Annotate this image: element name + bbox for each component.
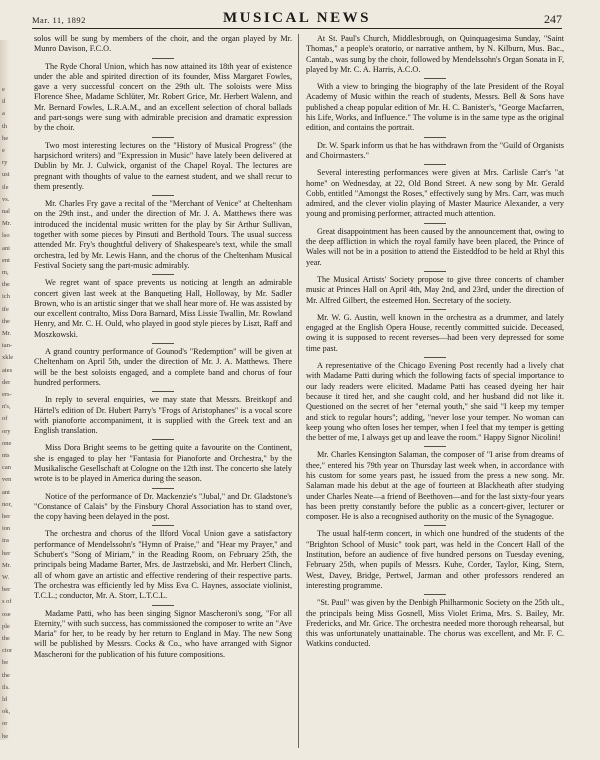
margin-fragment: Mr. [2, 561, 12, 569]
adjacent-page-fragments [0, 0, 24, 760]
news-item: solos will be sung by members of the choir, and the organ played by Mr. Munro Davison, F.C.O. [34, 34, 292, 54]
item-separator-rule [424, 357, 446, 358]
item-separator-rule [152, 439, 174, 440]
margin-fragment: her [2, 549, 11, 557]
margin-fragment: or [2, 720, 8, 728]
item-separator-rule [152, 195, 174, 196]
margin-fragment: ant [2, 488, 10, 496]
item-separator-rule [424, 594, 446, 595]
left-column [34, 34, 292, 750]
margin-fragment: can [2, 464, 12, 472]
margin-fragment: the [2, 281, 10, 289]
news-item: With a view to bringing the biography of the late President of the Royal Academy of Music within the reach of students, Messrs. Bell & Sons have published a cheap popular edition of Mr. H. C. Banister's, "George Macfarren, his Life, Works, and Influence." The volume is in the same type as the original edition, and contains the portrait. [306, 82, 564, 133]
margin-fragment: ile [2, 183, 9, 191]
margin-fragment: ust [2, 171, 10, 179]
news-item: Miss Dora Bright seems to be getting quite a favourite on the Continent, she is engaged to play her "Fantasia for Pianoforte and Orchestra," by the Musikalische Gesellschaft at Cologne on the 12th inst. The concerto she lately wrote is to be played in America during the season. [34, 443, 292, 484]
item-separator-rule [424, 223, 446, 224]
margin-fragment: th [2, 122, 8, 130]
item-separator-rule [424, 164, 446, 165]
margin-fragment: Mr. [2, 330, 12, 337]
news-item: The Ryde Choral Union, which has now attained its 18th year of existence under the able and spirited direction of its founder, Miss Margaret Fowles, gave a very successful concert on the 29th ult. The soloists were Miss Florence Shee, Madame Schlüter, Mr. Robert Grice, Mr. Herbert Walenn, and Mr. Bernard Fowles, L.R.A.M., and an excellent selection of choral ballads and part-songs were sung with admirable precision and dramatic expression by the choir. [34, 61, 292, 133]
news-item: Notice of the performance of Dr. Mackenzie's "Jubal," and Dr. Gladstone's "Constance of Calais" by the Finsbury Choral Association has to stand over, the copy having been delayed in the post. [34, 491, 292, 522]
margin-fragment: ctor [2, 647, 13, 655]
news-item: A representative of the Chicago Evening Post recently had a lively chat with Madame Patti during which the following facts of special importance to our lady readers were elicited. Madame Patti has ceased dyeing her hair because it tired her, and she caught cold, and her husband did not like it. Questioned on the secret of her "eternal youth," she said "I keep my temper and stick to regular hours"; adding, "never lose your temper. No woman can keep young who often loses her temper, when I feel that my temper is getting the better of me, I always get up and leave the room." Happy Signor Nicolini! [306, 361, 564, 443]
margin-fragment: lso [2, 232, 10, 240]
margin-fragment: e [2, 86, 5, 93]
item-separator-rule [152, 391, 174, 392]
margin-fragment: nor, [2, 500, 13, 508]
margin-fragment: s of [2, 598, 12, 606]
news-item: Mr. W. G. Austin, well known in the orchestra as a drummer, and lately engaged at the English Opera House, recently committed suicide. Deceased, owing it is supposed to recent reverses—had been very depressed for some time past. [306, 312, 564, 353]
news-item: "St. Paul" was given by the Denbigh Philharmonic Society on the 25th ult., the principals being Miss Gosnell, Miss Violet Erima, Mrs. S. Bailey, Mr. Fredericks, and Mr. Grice. The orchestra needed more thorough rehearsal, but this was unfortunately unattainable. The chorus was excellent, and Mr. F. C. Watkins conducted. [306, 598, 564, 649]
margin-fragment: il [2, 98, 6, 106]
item-separator-rule [152, 343, 174, 344]
margin-fragment: one [2, 439, 12, 447]
column-divider [298, 34, 299, 748]
news-item: Mr. Charles Fry gave a recital of the "Merchant of Venice" at Cheltenham on the 29th inst., and under the direction of Mr. J. A. Matthews there was introduced the incidental music written for the play by Sir Arthur Sullivan, together with some pieces by Pinsuti and Berthold Tours. The usual success attended Mr. Fry's thoughtful delivery of Shakespeare's text, while the small orchestra, led by Mr. Lewis Hann, and the chorus of the Cheltenham Musical Festival Society sang the part-music admirably. [34, 199, 292, 270]
right-column [306, 34, 564, 750]
margin-fragment: ld [2, 696, 8, 703]
margin-fragment: ry [2, 159, 8, 167]
item-separator-rule [424, 137, 446, 138]
margin-fragment: ber [2, 586, 11, 594]
margin-fragment: he [2, 732, 9, 740]
margin-fragment: he [2, 134, 9, 142]
item-separator-rule [424, 525, 446, 526]
news-item: The orchestra and chorus of the Ilford Vocal Union gave a satisfactory performance of Mendelssohn's "Hymn of Praise," and "Hear my Prayer," and Schubert's "Song of Miriam," in the Reading Room, on February 25th, the principals being Madame Barter, Mrs. de Jastrzebski, and Mr. Herbert Clinch, all of whom gave an artistic and effective rendering of their respective parts. The orchestra was efficiently led by Miss Eva C. Haynes, associate violinist, T.C.L.; conductor, Mr. A. Storr, L.T.C.L. [34, 529, 292, 601]
item-separator-rule [152, 274, 174, 275]
margin-fragment: ira [2, 537, 9, 545]
margin-fragment: ils. [2, 683, 10, 691]
item-separator-rule [424, 309, 446, 310]
news-item: Several interesting performances were given at Mrs. Carlisle Carr's "at home" on Wednesday, at 22, Old Bond Street. A new song by Mr. Gerald Cobb, entitled "Amongst the Roses," effectively sung by Mrs. Carr, was much admired, and the clever violin playing of Master Maurice Alexander, a very young and promising performer, attracted much attention. [306, 168, 564, 219]
news-item: In reply to several enquiries, we may state that Messrs. Breitkopf and Härtel's edition of Dr. Hubert Parry's "Frogs of Aristophanes" is a vocal score with pianoforte accompaniment, it is supplied with the Greek text and an English translation. [34, 395, 292, 436]
margin-fragment: the [2, 317, 10, 325]
margin-fragment: ose [2, 610, 11, 618]
margin-fragment: ani [2, 244, 10, 252]
margin-fragment: ich [2, 293, 10, 301]
item-separator-rule [152, 137, 174, 138]
margin-fragment: ates [2, 366, 13, 374]
margin-fragment: of [2, 415, 8, 423]
news-item: We regret want of space prevents us noticing at length an admirable concert given last week at the Banqueting Hall, Holloway, by Mr. Sadler Brown, who is an artistic singer that we shall hear more of. He was assisted by our excellent contralto, Miss Dora Barnard, Miss Lissie Twallin, Mr. Rowland Henry, and Mr. C. H. Ould, who played in good style pieces by Liszt, Raff and Moszkowski. [34, 278, 292, 339]
margin-fragment: tan- [2, 342, 13, 350]
margin-fragment: W. [2, 574, 10, 581]
item-separator-rule [152, 488, 174, 489]
news-item: The usual half-term concert, in which one hundred of the students of the "Brighton School of Music" took part, was held in the Concert Hall of the Institution, before an audience of five hundred persons on Tuesday evening, February 25th, when pupils of Messrs. Kuhe, Corder, Taylor, King, Stern, West, Davey, Bridge, Pertwel, Jarman and other professors rendered an interesting programme. [306, 529, 564, 590]
item-separator-rule [424, 271, 446, 272]
news-item: At St. Paul's Church, Middlesbrough, on Quinquagesima Sunday, "Saint Thomas," a people's oratorio, or narrative anthem, by N. Kilburn, Mus. Bac., Cantab., was sung by the choir, followed by Mendelssohn's Organ Sonata in F, played by Mr. C. A. Harris, A.C.O. [306, 34, 564, 74]
page-header [32, 8, 562, 29]
margin-fragment: m, [2, 269, 9, 276]
news-item: A grand country performance of Gounod's "Redemption" will be given at Cheltenham on April 5th, under the direction of Mr. J. A. Matthews. There will be the best soloists engaged, and a complete band and chorus of four hundred performers. [34, 347, 292, 387]
issue-date: Mar. 11, 1892 [32, 15, 86, 25]
item-separator-rule [424, 446, 446, 447]
news-item: Two most interesting lectures on the "History of Musical Progress" (the harpsichord writers) and "Expression in Music" have lately been delivered at Dublin by Mr. J. Culwick, organist of the Chapel Royal. The lectures are pregnant with thoughts of value to the earnest student, and we shall recur to them presently. [34, 140, 292, 191]
margin-fragment: ife [2, 305, 9, 313]
news-item: Dr. W. Spark inform us that he has withdrawn from the "Guild of Organists and Choirmasters." [306, 140, 564, 160]
item-separator-rule [152, 605, 174, 606]
news-item: Madame Patti, who has been singing Signor Mascheroni's song, "For all Eternity," with such success, has commissioned the composer to write an "Ave Maria" for her, to be ready by her return to England in May. The new Song will be published by Messrs. Cocks & Co., who have arranged with Signor Mascheroni for the publication of his future compositions. [34, 608, 292, 659]
margin-fragment: Mr. [2, 220, 12, 228]
margin-fragment: ent [2, 256, 10, 264]
news-item: The Musical Artists' Society propose to give three concerts of chamber music at Princes Hall on April 4th, May 2nd, and 23rd, under the direction of Mr. Alfred Gilbert, the esteemed Hon. Secretary of the society. [306, 274, 564, 305]
margin-fragment: vs. [2, 195, 10, 203]
masthead-title: MUSICAL NEWS [223, 10, 371, 26]
margin-fragment: a [2, 110, 5, 118]
margin-fragment: ven [2, 476, 12, 484]
margin-fragment: e [2, 147, 5, 154]
margin-fragment: ion [2, 525, 11, 533]
margin-fragment: the [2, 635, 10, 642]
item-separator-rule [152, 525, 174, 526]
margin-fragment: xkle [2, 354, 14, 362]
margin-fragment: ple [2, 622, 10, 630]
item-separator-rule [152, 58, 174, 59]
margin-fragment: her [2, 513, 11, 520]
margin-fragment: ory [2, 427, 11, 435]
page-number: 247 [544, 12, 562, 26]
news-item: Great disappointment has been caused by the announcement that, owing to the deep affliction in which the royal family have been placed, the Prince of Wales will not be in a position to attend the Eisteddfod to be held at Rhyl this year. [306, 226, 564, 267]
margin-fragment: nal [2, 208, 10, 215]
margin-fragment: ok, [2, 708, 11, 716]
margin-fragment: nts [2, 452, 10, 459]
item-separator-rule [424, 78, 446, 79]
margin-fragment: be [2, 659, 9, 667]
news-item: Mr. Charles Kensington Salaman, the composer of "I arise from dreams of thee," entered his 79th year on Thursday last week when, in accordance with his custom for some years past, he issued from the press a new song. Mr. Salaman made his debut at the age of fourteen at Blackheath after studying under Charles Neate—a friend of Beethoven—and for the last sixty-four years has been pretty constantly before the public as a concert-giver, lecturer or composer. He is also a recognised authority on the music of the Synagogue. [306, 450, 564, 522]
margin-fragment: der [2, 378, 11, 386]
margin-fragment: the [2, 671, 10, 679]
margin-fragment: n's, [2, 403, 11, 411]
margin-fragment: ers- [2, 391, 12, 398]
